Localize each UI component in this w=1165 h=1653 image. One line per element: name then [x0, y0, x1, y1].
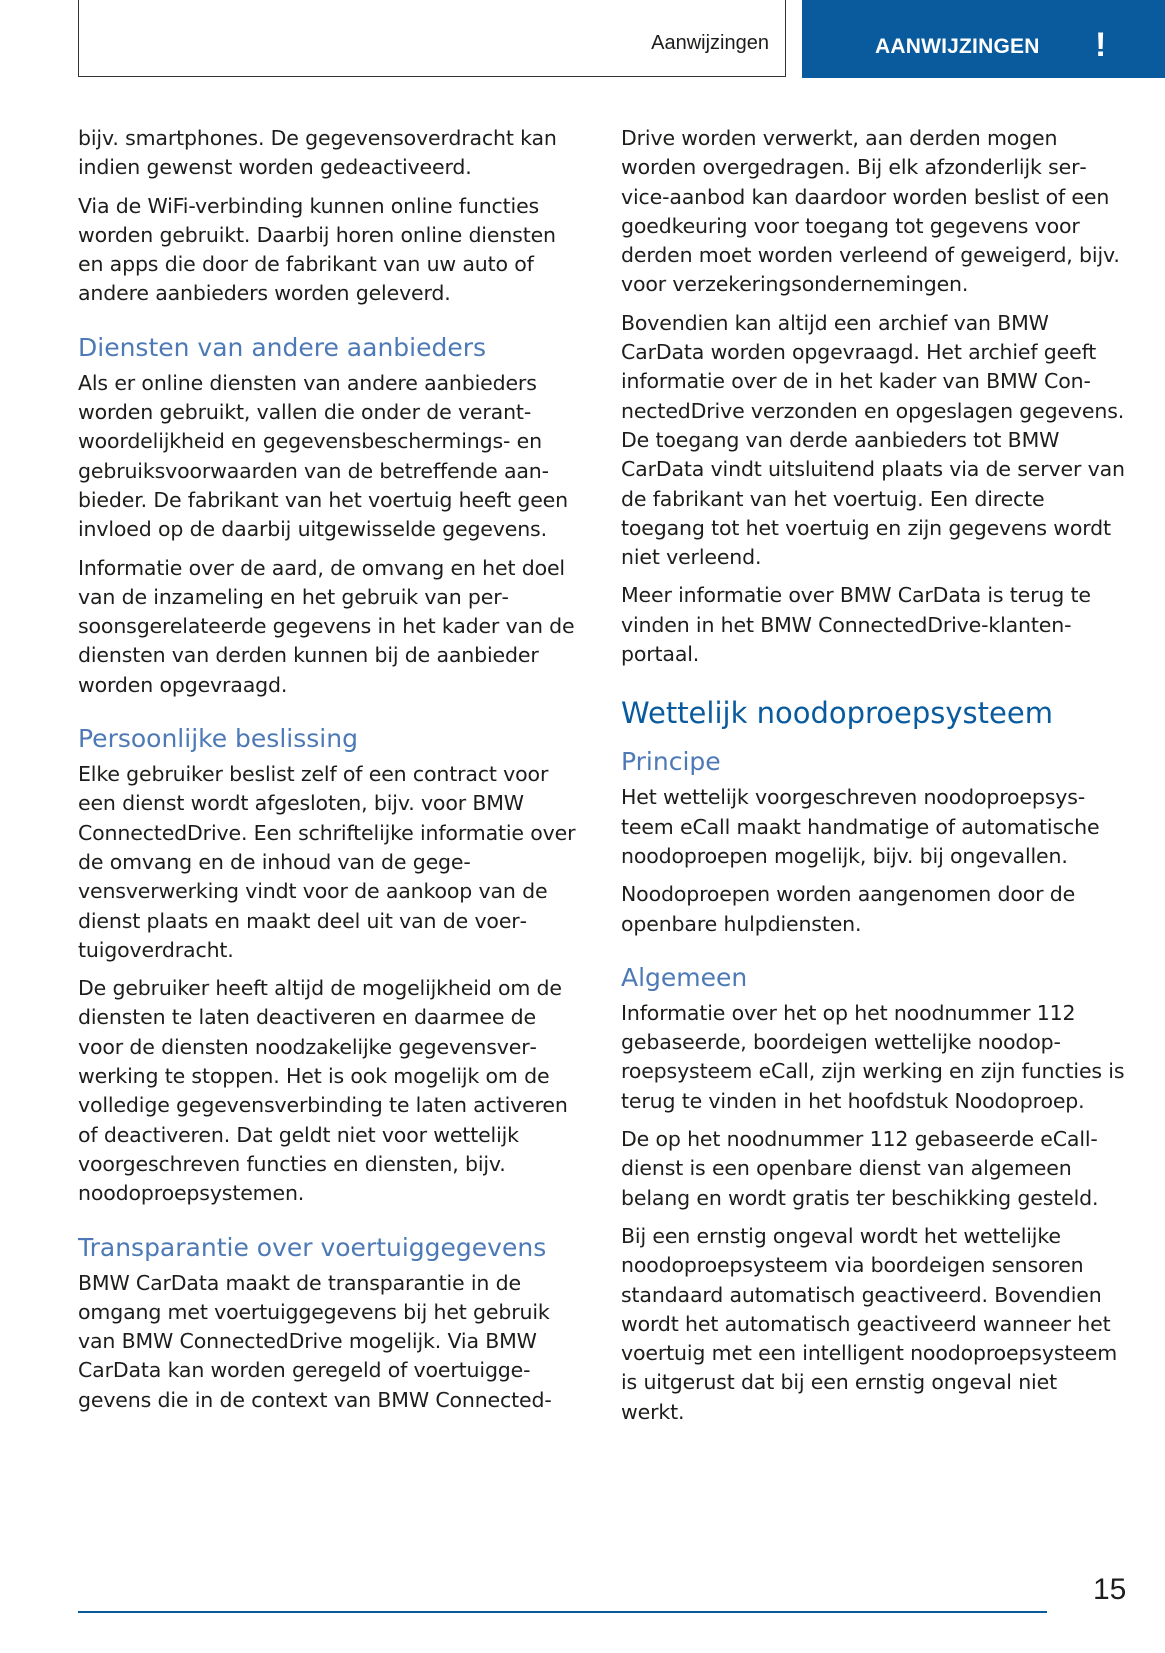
running-header [78, 0, 786, 77]
footer-divider [78, 1611, 1047, 1613]
paragraph: Bij een ernstig ongeval wordt het wettelijke noodoproepsysteem via boordeigen sensoren standaard automatisch geactiveerd. Bovendien wordt het automatisch geactiveerd wanneer het voertuig met een intelligent noodoproepsysteem is uitgerust dat bij een ernstig ongeval niet werkt. [621, 1223, 1118, 1424]
subheading-persoonlijke-beslissing: Persoonlijke beslissing [78, 724, 358, 754]
paragraph: Informatie over de aard, de omvang en het doel van de inzameling en het gebruik van persoonsgerelateerde gegevens in het kader van de diensten van derden kunnen bij de aanbieder worden opgevraagd. [78, 555, 575, 697]
section-tab-label: AANWIJZINGEN [875, 35, 1040, 58]
exclamation-icon: ! [1095, 26, 1107, 64]
subheading-diensten: Diensten van andere aanbieders [78, 332, 487, 362]
paragraph: bijv. smartphones. De gegevensoverdracht kan indien gewenst worden gedeactiveerd. [78, 126, 557, 180]
running-header-title: Aanwijzingen [651, 32, 769, 54]
paragraph: BMW CarData maakt de transparantie in de omgang met voertuiggegevens bij het gebruik van BMW ConnectedDrive mogelijk. Via BMW CarData kan worden geregeld of voertuiggegevens die in de context van BMW Connected- [78, 1270, 552, 1412]
subheading-principe: Principe [621, 747, 721, 777]
paragraph: Als er online diensten van andere aanbieders worden gebruikt, vallen die onder de verantwoordelijkheid en gegevensbeschermings- en gebruiksvoorwaarden van de betreffende aanbieder. De fabrikant van het voertuig heeft geen invloed op de daarbij uitgewisselde gegevens. [78, 370, 568, 542]
paragraph: Het wettelijk voorgeschreven noodoproepsysteem eCall maakt handmatige of automatische noodoproepen mogelijk, bijv. bij ongevallen. [621, 785, 1100, 868]
paragraph: Bovendien kan altijd een archief van BMW CarData worden opgevraagd. Het archief geeft informatie over de in het kader van BMW ConnectedDrive verzonden en opgeslagen gegevens. De toegang van derde aanbieders tot BMW CarData vindt uitsluitend plaats via de server van de fabrikant van het voertuig. Een directe toegang tot het voertuig en zijn gegevens wordt niet verleend. [621, 310, 1125, 570]
page-number: 15 [1093, 1573, 1127, 1606]
left-column [78, 124, 583, 1424]
paragraph: Meer informatie over BMW CarData is terug te vinden in het BMW ConnectedDrive-klantenportaal. [621, 583, 1091, 667]
paragraph: Via de WiFi-verbinding kunnen online functies worden gebruikt. Daarbij horen online diensten en apps die door de fabrikant van uw auto of andere aanbieders worden geleverd. [78, 193, 556, 306]
paragraph: Noodoproepen worden aangenomen door de openbare hulpdiensten. [621, 882, 1076, 936]
subheading-transparantie: Transparantie over voertuiggegevens [78, 1232, 547, 1262]
section-tab [802, 0, 1165, 78]
paragraph: Drive worden verwerkt, aan derden mogen worden overgedragen. Bij elk afzonderlijk service-aanbod kan daardoor worden beslist of een goedkeuring voor toegang tot gegevens voor derden moet worden verleend of geweigerd, bijv. voor verzekeringsondernemingen. [621, 126, 1120, 297]
heading-wettelijk-noodoproepsysteem: Wettelijk noodoproepsysteem [621, 696, 1053, 731]
right-column [621, 124, 1126, 1436]
paragraph: Elke gebruiker beslist zelf of een contract voor een dienst wordt afgesloten, bijv. voor BMW ConnectedDrive. Een schriftelijke informatie over de omvang en de inhoud van de gegevensverwerking vindt voor de aankoop van de dienst plaats en maakt deel uit van de voertuigoverdracht. [78, 762, 576, 962]
paragraph: De gebruiker heeft altijd de mogelijkheid om de diensten te laten deactiveren en daarmee de voor de diensten noodzakelijke gegevensverwerking te stoppen. Het is ook mogelijk om de volledige gegevensverbinding te laten activeren of deactiveren. Dat geldt niet voor wettelijk voorgeschreven functies en diensten, bijv. noodoproepsystemen. [78, 976, 568, 1206]
subheading-algemeen: Algemeen [621, 962, 748, 992]
paragraph: De op het noodnummer 112 gebaseerde eCall-dienst is een openbare dienst van algemeen belang en wordt gratis ter beschikking gesteld. [621, 1127, 1099, 1210]
paragraph: Informatie over het op het noodnummer 112 gebaseerde, boordeigen wettelijke noodoproepsysteem eCall, zijn werking en zijn functies is terug te vinden in het hoofdstuk Noodoproep. [621, 1000, 1125, 1113]
